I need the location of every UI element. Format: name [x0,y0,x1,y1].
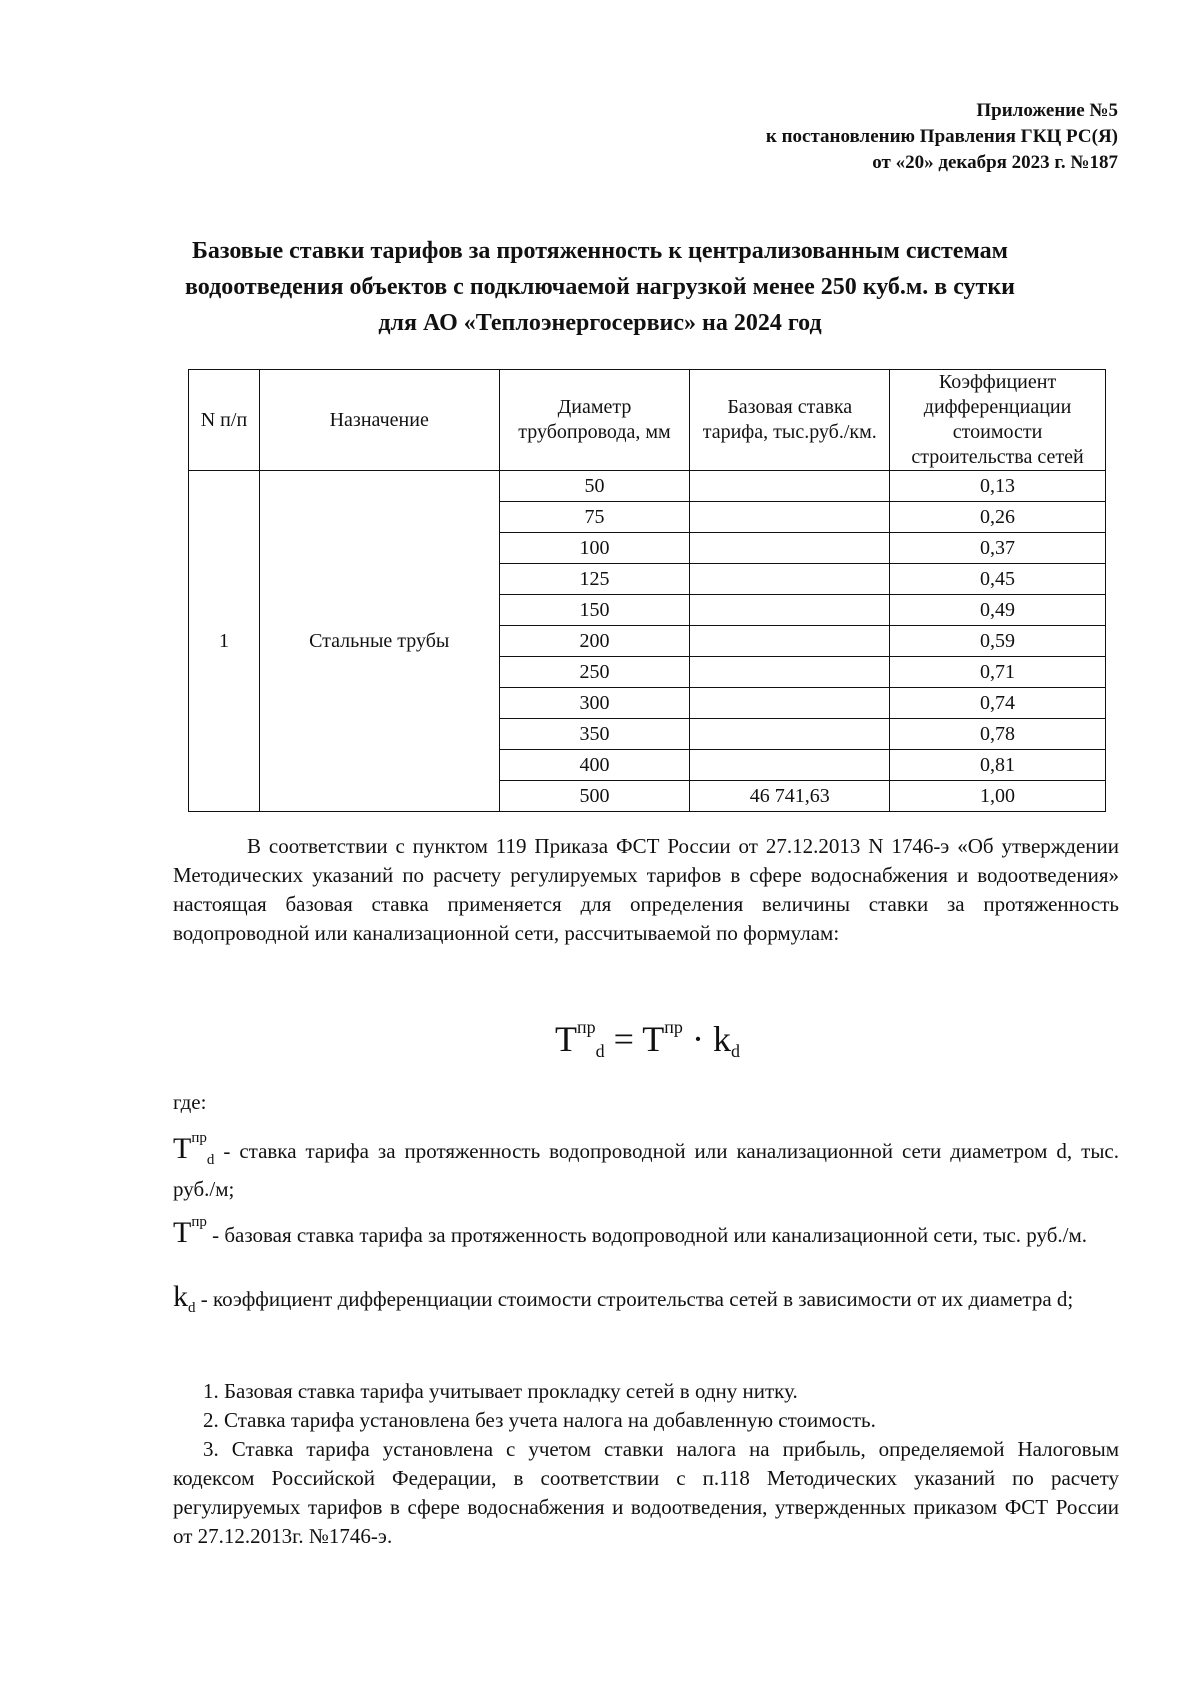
resolution-reference: к постановлению Правления ГКЦ РС(Я) [765,126,1118,147]
symbol-kd [173,1280,196,1316]
rate-cell [690,750,890,781]
diameter-cell: 75 [499,502,690,533]
title-line-3: для АО «Теплоэнергосервис» на 2024 год [378,310,822,336]
title-line-1: Базовые ставки тарифов за протяженность к централизованным системам [192,238,1008,264]
formula-k-symbol: k [712,1019,731,1059]
table-header-row [189,370,1106,471]
formula-equals: = [604,1019,643,1059]
definition-td [173,1124,1119,1204]
rate-cell [690,471,890,502]
coef-cell: 0,74 [890,688,1106,719]
symbol-td [173,1130,215,1168]
coef-cell: 0,59 [890,626,1106,657]
header-coef: Коэффициент дифференциации стоимости строительства сетей [890,370,1106,471]
coef-cell: 0,45 [890,564,1106,595]
coef-cell: 0,26 [890,502,1106,533]
diameter-cell: 300 [499,688,690,719]
diameter-cell: 400 [499,750,690,781]
diameter-cell: 350 [499,719,690,750]
definition-t [173,1208,1119,1250]
coef-cell: 0,81 [890,750,1106,781]
tariff-formula [555,1005,740,1073]
coef-cell: 0,71 [890,657,1106,688]
symbol-t2: T [173,1216,192,1249]
diameter-cell: 100 [499,533,690,564]
symbol-sup: пр [191,1130,207,1146]
header-purpose: Назначение [259,370,499,471]
formula-sub: d [595,1041,605,1061]
symbol-t-base [173,1216,207,1249]
rate-cell [690,564,890,595]
group-name-cell: Стальные трубы [259,471,499,812]
definition-kd-text: - коэффициент дифференциации стоимости строительства сетей в зависимости от их диаметра d; [200,1287,1074,1311]
diameter-cell: 250 [499,657,690,688]
methodology-paragraph: В соответствии с пунктом 119 Приказа ФСТ России от 27.12.2013 N 1746-э «Об утверждении Методических указаний по расчету регулируемых тарифов в сфере водоснабжения и водоотведения» настоящая базовая ставка применяется для определения величины ставки за протяженность водопроводной или канализационной сети, рассчитываемой по формулам: [173,834,1119,945]
where-label: где: [173,1090,207,1114]
definition-td-text: - ставка тарифа за протяженность водопроводной или канализационной сети диаметром d, тыс. руб./м; [173,1139,1119,1201]
document-title [100,233,1100,341]
definition-kd [173,1282,1119,1323]
note-3: 3. Ставка тарифа установлена с учетом ставки налога на прибыль, определяемой Налоговым кодексом Российской Федерации, в соответствии с п.118 Методических указаний по расчету регулируемых тарифов в сфере водоснабжения и водоотведения, утвержденных приказом ФСТ России от 27.12.2013г. №1746-э. [173,1437,1119,1548]
header-num: N п/п [189,370,260,471]
diameter-cell: 200 [499,626,690,657]
rate-cell [690,533,890,564]
formula-t-symbol: T [555,1019,577,1059]
coef-cell: 1,00 [890,781,1106,812]
coef-cell: 0,13 [890,471,1106,502]
header-diameter: Диаметр трубопровода, мм [499,370,690,471]
definition-t-text: - базовая ставка тарифа за протяженность водопроводной или канализационной сети, тыс. руб./м. [212,1223,1088,1247]
symbol-sub3: d [188,1300,196,1316]
rate-cell [690,657,890,688]
coef-cell: 0,49 [890,595,1106,626]
formula-dot: · [682,1019,713,1059]
diameter-cell: 50 [499,471,690,502]
diameter-cell: 500 [499,781,690,812]
header-rate: Базовая ставка тарифа, тыс.руб./км. [690,370,890,471]
formula-sub-2: d [730,1041,740,1061]
table-row [189,471,1106,502]
diameter-cell: 150 [499,595,690,626]
rate-cell [690,595,890,626]
diameter-cell: 125 [499,564,690,595]
rate-cell [690,502,890,533]
appendix-number: Приложение №5 [976,100,1118,121]
symbol-t: T [173,1132,192,1165]
group-num-cell: 1 [189,471,260,812]
symbol-k: k [173,1280,188,1313]
symbol-sup2: пр [191,1214,207,1230]
formula-sup-2: пр [664,1017,683,1037]
rate-cell [690,626,890,657]
coef-cell: 0,37 [890,533,1106,564]
resolution-date: от «20» декабря 2023 г. №187 [872,152,1118,173]
note-1: 1. Базовая ставка тарифа учитывает прокладку сетей в одну нитку. [203,1379,798,1403]
title-line-2: водоотведения объектов с подключаемой нагрузкой менее 250 куб.м. в сутки [185,274,1015,300]
rate-cell [690,688,890,719]
document-header [766,98,1118,176]
rate-cell [690,719,890,750]
symbol-sub: d [206,1152,215,1168]
rate-cell: 46 741,63 [690,781,890,812]
note-2: 2. Ставка тарифа установлена без учета налога на добавленную стоимость. [203,1408,876,1432]
formula-sup: пр [577,1017,596,1037]
tariff-table [188,369,1106,812]
coef-cell: 0,78 [890,719,1106,750]
formula-t-symbol-2: T [642,1019,665,1059]
